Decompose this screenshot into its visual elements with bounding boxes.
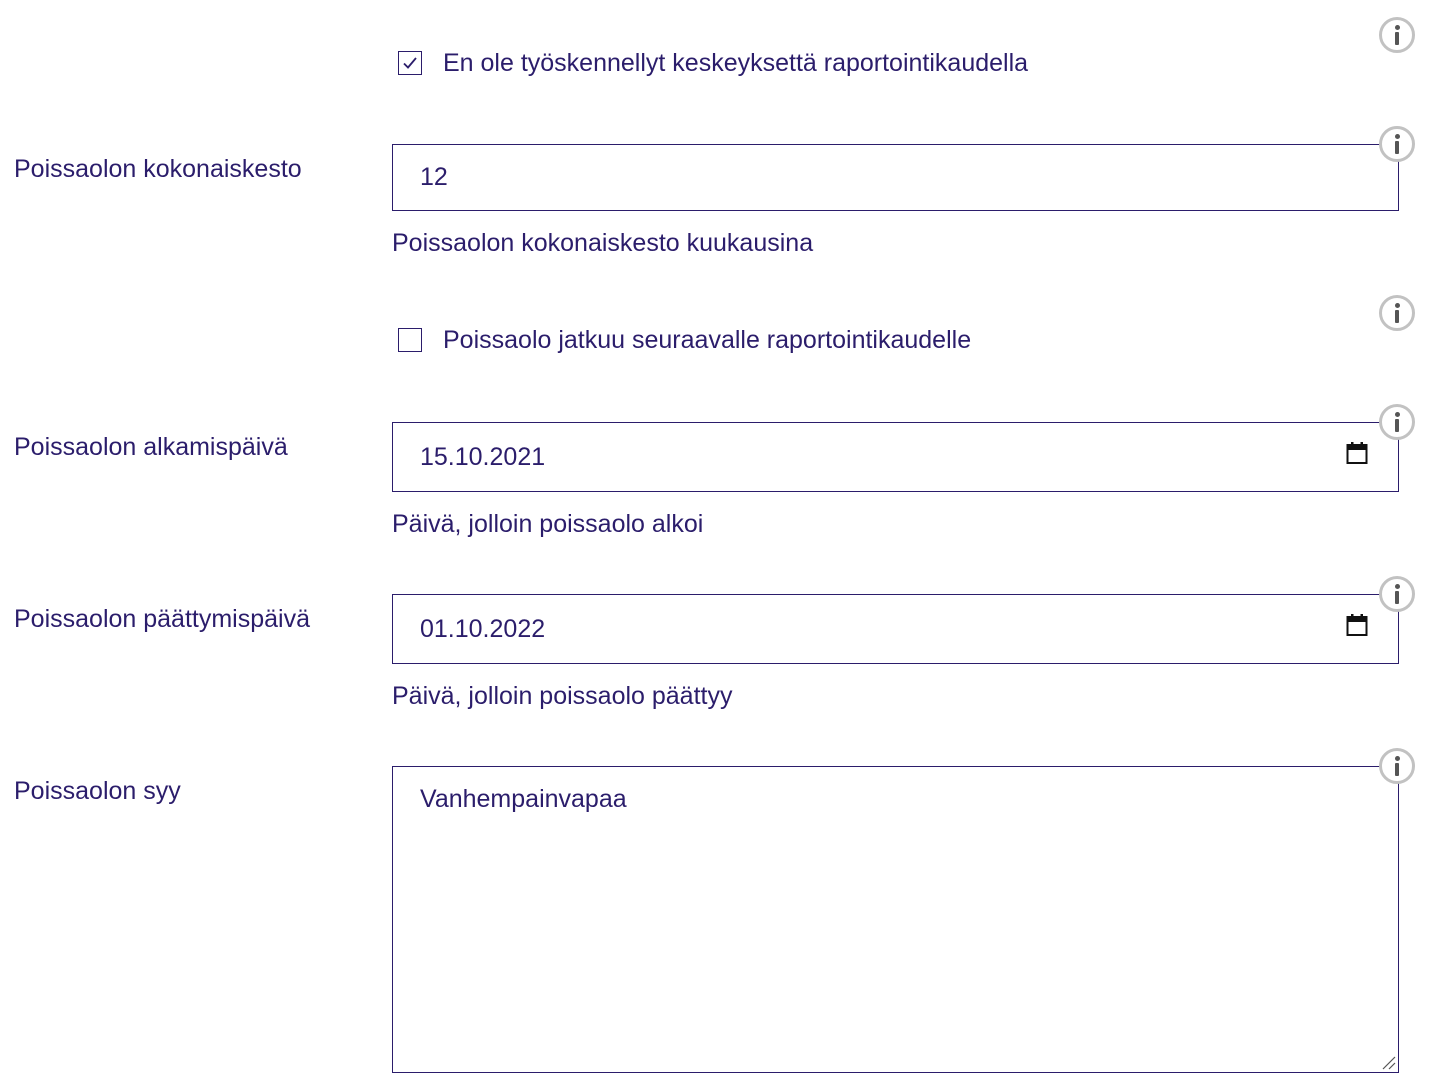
continues-next-period-checkbox-row[interactable] — [398, 325, 971, 355]
calendar-icon[interactable] — [1346, 613, 1368, 637]
info-icon-dot — [1395, 756, 1400, 761]
reason-value: Vanhempainvapaa — [420, 785, 627, 813]
total-duration-input[interactable] — [392, 144, 1399, 211]
info-icon-dot — [1395, 584, 1400, 589]
info-icon-stem — [1395, 32, 1399, 45]
info-icon-dot — [1395, 412, 1400, 417]
info-icon[interactable] — [1379, 17, 1415, 53]
total-duration-help: Poissaolon kokonaiskesto kuukausina — [392, 229, 814, 257]
continuous-work-label: En ole työskennellyt keskeyksettä raportointikaudella — [443, 48, 1029, 77]
info-icon[interactable] — [1379, 295, 1415, 331]
info-icon[interactable] — [1379, 126, 1415, 162]
info-icon-stem — [1395, 141, 1399, 154]
info-icon[interactable] — [1379, 404, 1415, 440]
continues-next-period-checkbox[interactable] — [398, 328, 422, 352]
calendar-icon[interactable] — [1346, 441, 1368, 465]
start-date-input[interactable] — [392, 422, 1399, 492]
total-duration-value: 12 — [420, 163, 448, 191]
end-date-label: Poissaolon päättymispäivä — [14, 605, 310, 633]
checkmark-icon — [401, 54, 419, 72]
info-icon[interactable] — [1379, 748, 1415, 784]
end-date-help: Päivä, jolloin poissaolo päättyy — [392, 682, 733, 710]
info-icon-dot — [1395, 25, 1400, 30]
info-icon-stem — [1395, 591, 1399, 604]
end-date-value: 01.10.2022 — [420, 614, 546, 643]
info-icon-dot — [1395, 303, 1400, 308]
start-date-value: 15.10.2021 — [420, 442, 546, 471]
end-date-input[interactable] — [392, 594, 1399, 664]
resize-handle-icon[interactable] — [1380, 1054, 1396, 1070]
info-icon[interactable] — [1379, 576, 1415, 612]
start-date-help: Päivä, jolloin poissaolo alkoi — [392, 510, 704, 538]
start-date-label: Poissaolon alkamispäivä — [14, 433, 288, 461]
info-icon-stem — [1395, 763, 1399, 776]
info-icon-dot — [1395, 134, 1400, 139]
reason-textarea[interactable] — [392, 766, 1399, 1073]
continues-next-period-label: Poissaolo jatkuu seuraavalle raportointikaudelle — [443, 325, 972, 354]
reason-label: Poissaolon syy — [14, 777, 181, 805]
info-icon-stem — [1395, 419, 1399, 432]
info-icon-stem — [1395, 310, 1399, 323]
continuous-work-checkbox-row[interactable] — [398, 48, 1028, 78]
continuous-work-checkbox[interactable] — [398, 51, 422, 75]
total-duration-label: Poissaolon kokonaiskesto — [14, 155, 302, 183]
